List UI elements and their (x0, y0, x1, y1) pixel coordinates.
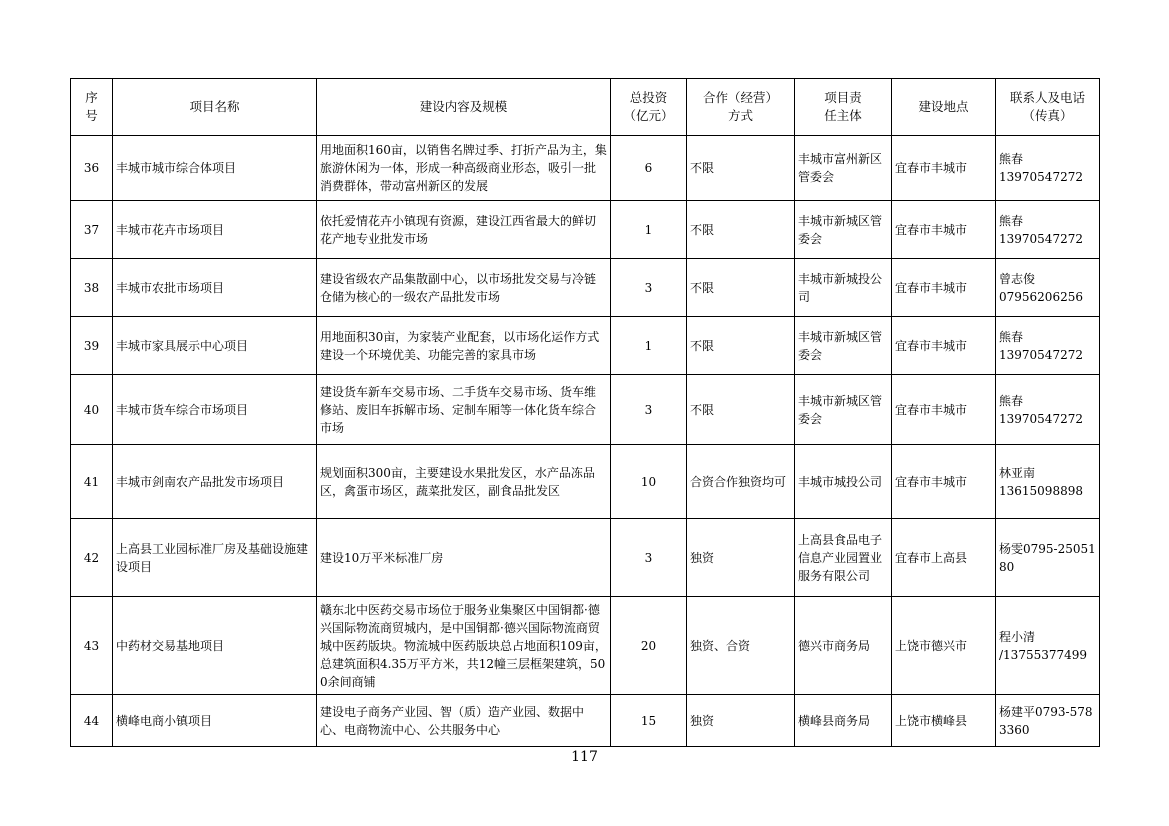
table-row (71, 519, 1100, 597)
cell-contact: 杨建平0793-5783360 (996, 695, 1100, 747)
header-owner: 项目责 任主体 (795, 79, 892, 136)
cell-location: 宜春市丰城市 (892, 375, 996, 445)
cell-mode: 不限 (687, 375, 795, 445)
table-row (71, 201, 1100, 259)
cell-name: 丰城市货车综合市场项目 (113, 375, 317, 445)
header-investment: 总投资 （亿元） (611, 79, 687, 136)
cell-seq: 40 (71, 375, 113, 445)
cell-content: 建设省级农产品集散副中心，以市场批发交易与冷链仓储为核心的一级农产品批发市场 (317, 259, 611, 317)
cell-mode: 不限 (687, 201, 795, 259)
cell-content: 规划面积300亩，主要建设水果批发区，水产品冻品区，禽蛋市场区，蔬菜批发区，副食品批发区 (317, 445, 611, 519)
cell-content: 用地面积30亩，为家装产业配套，以市场化运作方式建设一个环境优美、功能完善的家具市场 (317, 317, 611, 375)
cell-owner: 丰城市城投公司 (795, 445, 892, 519)
cell-name: 丰城市家具展示中心项目 (113, 317, 317, 375)
table-row (71, 695, 1100, 747)
cell-location: 宜春市丰城市 (892, 259, 996, 317)
cell-mode: 不限 (687, 136, 795, 201)
cell-owner: 上高县食品电子信息产业园置业服务有限公司 (795, 519, 892, 597)
cell-name: 上高县工业园标准厂房及基础设施建设项目 (113, 519, 317, 597)
cell-investment: 3 (611, 375, 687, 445)
cell-owner: 丰城市新城区管委会 (795, 201, 892, 259)
cell-owner: 德兴市商务局 (795, 597, 892, 695)
cell-name: 丰城市城市综合体项目 (113, 136, 317, 201)
cell-content: 用地面积160亩，以销售名牌过季、打折产品为主，集旅游休闲为一体，形成一种高级商业形态，吸引一批消费群体，带动富州新区的发展 (317, 136, 611, 201)
cell-contact: 熊春 13970547272 (996, 375, 1100, 445)
header-mode: 合作（经营） 方式 (687, 79, 795, 136)
cell-name: 丰城市剑南农产品批发市场项目 (113, 445, 317, 519)
cell-location: 宜春市上高县 (892, 519, 996, 597)
cell-investment: 1 (611, 317, 687, 375)
page-number: 117 (571, 749, 598, 765)
cell-contact: 熊春 13970547272 (996, 317, 1100, 375)
cell-owner: 丰城市新城区管委会 (795, 375, 892, 445)
cell-seq: 37 (71, 201, 113, 259)
cell-seq: 39 (71, 317, 113, 375)
cell-location: 上饶市德兴市 (892, 597, 996, 695)
header-contact: 联系人及电话 （传真） (996, 79, 1100, 136)
cell-owner: 丰城市新城区管委会 (795, 317, 892, 375)
cell-seq: 41 (71, 445, 113, 519)
cell-investment: 15 (611, 695, 687, 747)
cell-name: 横峰电商小镇项目 (113, 695, 317, 747)
cell-contact: 熊春 13970547272 (996, 136, 1100, 201)
cell-seq: 36 (71, 136, 113, 201)
cell-mode: 独资 (687, 695, 795, 747)
table-row (71, 597, 1100, 695)
cell-mode: 独资 (687, 519, 795, 597)
cell-investment: 20 (611, 597, 687, 695)
cell-location: 上饶市横峰县 (892, 695, 996, 747)
cell-investment: 3 (611, 259, 687, 317)
table-row (71, 375, 1100, 445)
cell-investment: 3 (611, 519, 687, 597)
header-content: 建设内容及规模 (317, 79, 611, 136)
table-row (71, 136, 1100, 201)
cell-investment: 1 (611, 201, 687, 259)
cell-seq: 42 (71, 519, 113, 597)
cell-investment: 6 (611, 136, 687, 201)
cell-content: 建设货车新车交易市场、二手货车交易市场、货车维修站、废旧车拆解市场、定制车厢等一体化货车综合市场 (317, 375, 611, 445)
cell-location: 宜春市丰城市 (892, 136, 996, 201)
cell-contact: 曾志俊 07956206256 (996, 259, 1100, 317)
cell-mode: 不限 (687, 317, 795, 375)
table-row (71, 259, 1100, 317)
cell-seq: 43 (71, 597, 113, 695)
cell-content: 赣东北中医药交易市场位于服务业集聚区中国铜都·德兴国际物流商贸城内，是中国铜都·德兴国际物流商贸城中医药版块。物流城中医药版块总占地面积109亩，总建筑面积4.35万平方米，共12幢三层框架建筑，500余间商铺 (317, 597, 611, 695)
cell-location: 宜春市丰城市 (892, 445, 996, 519)
cell-mode: 不限 (687, 259, 795, 317)
cell-owner: 横峰县商务局 (795, 695, 892, 747)
cell-mode: 独资、合资 (687, 597, 795, 695)
cell-location: 宜春市丰城市 (892, 317, 996, 375)
header-seq: 序 号 (71, 79, 113, 136)
cell-owner: 丰城市新城投公司 (795, 259, 892, 317)
project-table (70, 78, 1100, 747)
cell-content: 依托爱情花卉小镇现有资源，建设江西省最大的鲜切花产地专业批发市场 (317, 201, 611, 259)
cell-contact: 杨雯0795-2505180 (996, 519, 1100, 597)
cell-contact: 程小清 /13755377499 (996, 597, 1100, 695)
cell-mode: 合资合作独资均可 (687, 445, 795, 519)
cell-content: 建设10万平米标准厂房 (317, 519, 611, 597)
cell-seq: 44 (71, 695, 113, 747)
cell-owner: 丰城市富州新区管委会 (795, 136, 892, 201)
cell-content: 建设电子商务产业园、智（质）造产业园、数据中心、电商物流中心、公共服务中心 (317, 695, 611, 747)
header-name: 项目名称 (113, 79, 317, 136)
cell-name: 丰城市农批市场项目 (113, 259, 317, 317)
cell-investment: 10 (611, 445, 687, 519)
cell-name: 丰城市花卉市场项目 (113, 201, 317, 259)
table-row (71, 445, 1100, 519)
cell-name: 中药材交易基地项目 (113, 597, 317, 695)
cell-location: 宜春市丰城市 (892, 201, 996, 259)
table-header-row (71, 79, 1100, 136)
header-location: 建设地点 (892, 79, 996, 136)
cell-seq: 38 (71, 259, 113, 317)
cell-contact: 林亚南 13615098898 (996, 445, 1100, 519)
table-row (71, 317, 1100, 375)
cell-contact: 熊春 13970547272 (996, 201, 1100, 259)
